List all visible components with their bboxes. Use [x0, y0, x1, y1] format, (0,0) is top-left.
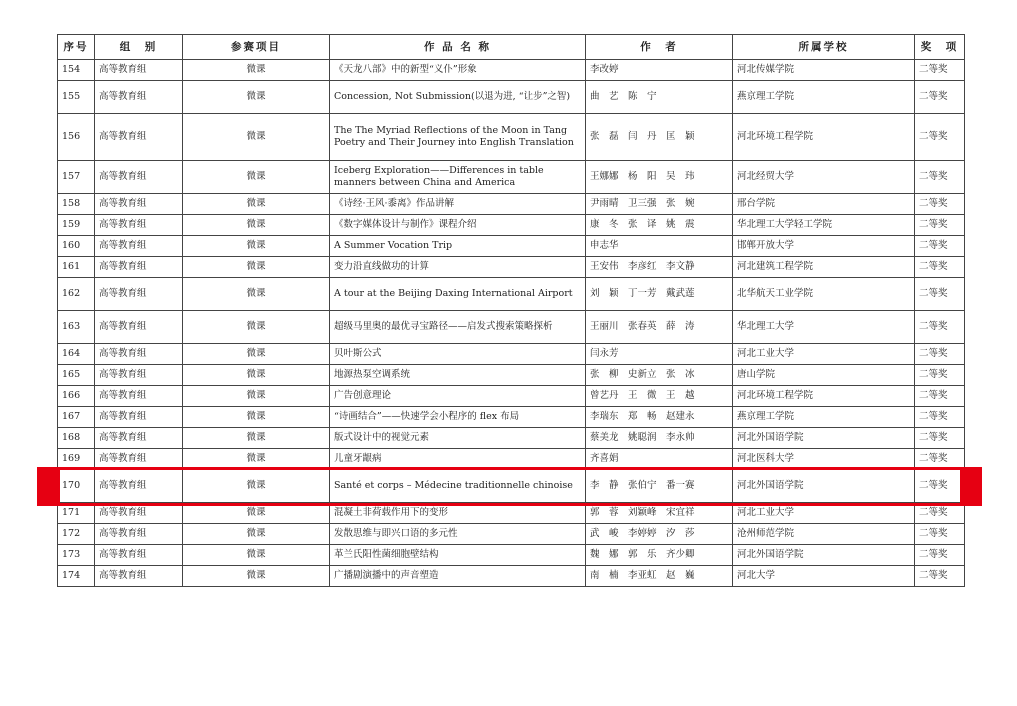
- table-row: [58, 545, 965, 566]
- cell-group: 高等教育组: [95, 449, 183, 470]
- cell-group: 高等教育组: [95, 311, 183, 344]
- header-school: 所属学校: [733, 35, 915, 60]
- cell-award: 二等奖: [915, 524, 965, 545]
- cell-author: 曲 艺 陈 宁: [586, 81, 733, 114]
- cell-type: 微课: [183, 194, 330, 215]
- cell-title: 变力沿直线做功的计算: [330, 257, 586, 278]
- cell-author: 刘 颖 丁一芳 戴武莲: [586, 278, 733, 311]
- table-row: [58, 344, 965, 365]
- cell-author: 齐喜娟: [586, 449, 733, 470]
- cell-no: 159: [58, 215, 95, 236]
- cell-award: 二等奖: [915, 407, 965, 428]
- cell-type: 微课: [183, 449, 330, 470]
- cell-no: 171: [58, 503, 95, 524]
- cell-author: 李瑞东 郑 畅 赵建永: [586, 407, 733, 428]
- cell-no: 172: [58, 524, 95, 545]
- cell-title: Santé et corps – Médecine traditionnelle chinoise: [330, 470, 586, 503]
- cell-type: 微课: [183, 566, 330, 587]
- cell-group: 高等教育组: [95, 386, 183, 407]
- cell-title: 儿童牙龈病: [330, 449, 586, 470]
- cell-school: 河北环境工程学院: [733, 386, 915, 407]
- cell-group: 高等教育组: [95, 257, 183, 278]
- cell-type: 微课: [183, 278, 330, 311]
- cell-no: 155: [58, 81, 95, 114]
- cell-group: 高等教育组: [95, 566, 183, 587]
- cell-no: 164: [58, 344, 95, 365]
- table-row: [58, 257, 965, 278]
- cell-type: 微课: [183, 386, 330, 407]
- cell-title: “诗画结合”——快速学会小程序的 flex 布局: [330, 407, 586, 428]
- cell-no: 163: [58, 311, 95, 344]
- header-no: 序号: [58, 35, 95, 60]
- cell-group: 高等教育组: [95, 428, 183, 449]
- cell-award: 二等奖: [915, 344, 965, 365]
- cell-school: 北华航天工业学院: [733, 278, 915, 311]
- cell-title: 广告创意理论: [330, 386, 586, 407]
- cell-school: 唐山学院: [733, 365, 915, 386]
- cell-school: 河北环境工程学院: [733, 114, 915, 161]
- cell-school: 燕京理工学院: [733, 81, 915, 114]
- cell-group: 高等教育组: [95, 60, 183, 81]
- table-row: [58, 311, 965, 344]
- cell-school: 河北外国语学院: [733, 470, 915, 503]
- cell-group: 高等教育组: [95, 470, 183, 503]
- table-row: [58, 278, 965, 311]
- cell-award: 二等奖: [915, 81, 965, 114]
- cell-school: 河北外国语学院: [733, 428, 915, 449]
- cell-award: 二等奖: [915, 386, 965, 407]
- cell-award: 二等奖: [915, 114, 965, 161]
- cell-author: 李 静 张伯宁 番一赛: [586, 470, 733, 503]
- cell-type: 微课: [183, 470, 330, 503]
- cell-no: 170: [58, 470, 95, 503]
- cell-group: 高等教育组: [95, 236, 183, 257]
- cell-no: 169: [58, 449, 95, 470]
- cell-title: 混凝土非荷载作用下的变形: [330, 503, 586, 524]
- cell-title: A tour at the Beijing Daxing International Airport: [330, 278, 586, 311]
- cell-no: 173: [58, 545, 95, 566]
- cell-type: 微课: [183, 365, 330, 386]
- cell-author: 李改婷: [586, 60, 733, 81]
- cell-no: 174: [58, 566, 95, 587]
- award-list-sheet: [57, 34, 964, 587]
- cell-group: 高等教育组: [95, 524, 183, 545]
- cell-award: 二等奖: [915, 60, 965, 81]
- cell-school: 华北理工大学轻工学院: [733, 215, 915, 236]
- table-row: [58, 449, 965, 470]
- cell-school: 燕京理工学院: [733, 407, 915, 428]
- cell-group: 高等教育组: [95, 161, 183, 194]
- cell-school: 河北经贸大学: [733, 161, 915, 194]
- cell-type: 微课: [183, 215, 330, 236]
- cell-group: 高等教育组: [95, 407, 183, 428]
- cell-school: 河北工业大学: [733, 503, 915, 524]
- cell-title: Concession, Not Submission(以退为进, “让步”之智): [330, 81, 586, 114]
- cell-type: 微课: [183, 114, 330, 161]
- table-row: [58, 470, 965, 503]
- cell-title: 《诗经·王风·黍离》作品讲解: [330, 194, 586, 215]
- cell-award: 二等奖: [915, 311, 965, 344]
- cell-type: 微课: [183, 161, 330, 194]
- cell-award: 二等奖: [915, 470, 965, 503]
- cell-award: 二等奖: [915, 236, 965, 257]
- cell-school: 邢台学院: [733, 194, 915, 215]
- cell-title: 广播剧演播中的声音塑造: [330, 566, 586, 587]
- cell-author: 王娜娜 杨 阳 吴 玮: [586, 161, 733, 194]
- cell-group: 高等教育组: [95, 81, 183, 114]
- cell-award: 二等奖: [915, 503, 965, 524]
- awards-table: [57, 34, 965, 587]
- cell-type: 微课: [183, 257, 330, 278]
- cell-group: 高等教育组: [95, 114, 183, 161]
- header-group: 组 别: [95, 35, 183, 60]
- cell-author: 王安伟 李彦红 李文静: [586, 257, 733, 278]
- table-row: [58, 365, 965, 386]
- cell-no: 168: [58, 428, 95, 449]
- table-row: [58, 428, 965, 449]
- cell-author: 申志华: [586, 236, 733, 257]
- cell-author: 曾艺丹 王 微 王 越: [586, 386, 733, 407]
- cell-award: 二等奖: [915, 365, 965, 386]
- table-row: [58, 194, 965, 215]
- header-row: [58, 35, 965, 60]
- cell-author: 张 磊 闫 丹 匡 颖: [586, 114, 733, 161]
- cell-author: 蔡美龙 姚聪润 李永帅: [586, 428, 733, 449]
- cell-no: 167: [58, 407, 95, 428]
- cell-type: 微课: [183, 407, 330, 428]
- header-author: 作 者: [586, 35, 733, 60]
- cell-award: 二等奖: [915, 278, 965, 311]
- cell-title: 革兰氏阳性菌细胞壁结构: [330, 545, 586, 566]
- table-row: [58, 215, 965, 236]
- table-row: [58, 161, 965, 194]
- table-row: [58, 236, 965, 257]
- cell-award: 二等奖: [915, 257, 965, 278]
- cell-school: 华北理工大学: [733, 311, 915, 344]
- table-row: [58, 60, 965, 81]
- cell-author: 张 柳 史新立 张 冰: [586, 365, 733, 386]
- cell-type: 微课: [183, 428, 330, 449]
- cell-author: 闫永芳: [586, 344, 733, 365]
- table-row: [58, 407, 965, 428]
- cell-school: 河北大学: [733, 566, 915, 587]
- table-row: [58, 503, 965, 524]
- cell-group: 高等教育组: [95, 344, 183, 365]
- table-body: [58, 60, 965, 587]
- cell-author: 王丽川 张春英 薛 涛: [586, 311, 733, 344]
- cell-award: 二等奖: [915, 449, 965, 470]
- cell-school: 河北传媒学院: [733, 60, 915, 81]
- cell-type: 微课: [183, 503, 330, 524]
- cell-award: 二等奖: [915, 194, 965, 215]
- cell-group: 高等教育组: [95, 194, 183, 215]
- header-type: 参赛项目: [183, 35, 330, 60]
- cell-author: 武 峻 李婷婷 汐 莎: [586, 524, 733, 545]
- cell-award: 二等奖: [915, 545, 965, 566]
- table-row: [58, 566, 965, 587]
- table-row: [58, 524, 965, 545]
- cell-title: 超级马里奥的最优寻宝路径——启发式搜索策略探析: [330, 311, 586, 344]
- table-row: [58, 386, 965, 407]
- cell-title: 《天龙八部》中的新型“义仆”形象: [330, 60, 586, 81]
- cell-no: 160: [58, 236, 95, 257]
- cell-no: 156: [58, 114, 95, 161]
- cell-school: 河北外国语学院: [733, 545, 915, 566]
- cell-author: 魏 娜 郭 乐 齐少卿: [586, 545, 733, 566]
- cell-title: 发散思维与即兴口语的多元性: [330, 524, 586, 545]
- cell-type: 微课: [183, 60, 330, 81]
- cell-title: The The Myriad Reflections of the Moon in Tang Poetry and Their Journey into English Translation: [330, 114, 586, 161]
- header-title: 作 品 名 称: [330, 35, 586, 60]
- cell-title: 贝叶斯公式: [330, 344, 586, 365]
- cell-award: 二等奖: [915, 215, 965, 236]
- cell-type: 微课: [183, 236, 330, 257]
- cell-group: 高等教育组: [95, 545, 183, 566]
- cell-author: 尹雨晴 卫三强 张 婉: [586, 194, 733, 215]
- cell-group: 高等教育组: [95, 503, 183, 524]
- cell-school: 河北建筑工程学院: [733, 257, 915, 278]
- cell-type: 微课: [183, 311, 330, 344]
- cell-title: 地源热泵空调系统: [330, 365, 586, 386]
- cell-award: 二等奖: [915, 428, 965, 449]
- cell-type: 微课: [183, 524, 330, 545]
- cell-no: 166: [58, 386, 95, 407]
- header-award: 奖 项: [915, 35, 965, 60]
- highlight-marker-right: [960, 467, 982, 506]
- cell-no: 154: [58, 60, 95, 81]
- cell-group: 高等教育组: [95, 278, 183, 311]
- table-row: [58, 114, 965, 161]
- cell-school: 河北工业大学: [733, 344, 915, 365]
- cell-award: 二等奖: [915, 161, 965, 194]
- highlight-marker-left: [37, 467, 59, 506]
- cell-title: A Summer Vocation Trip: [330, 236, 586, 257]
- cell-school: 沧州师范学院: [733, 524, 915, 545]
- cell-group: 高等教育组: [95, 365, 183, 386]
- cell-title: Iceberg Exploration——Differences in table manners between China and America: [330, 161, 586, 194]
- cell-no: 158: [58, 194, 95, 215]
- cell-type: 微课: [183, 545, 330, 566]
- cell-school: 邯郸开放大学: [733, 236, 915, 257]
- cell-title: 《数字媒体设计与制作》课程介绍: [330, 215, 586, 236]
- cell-no: 165: [58, 365, 95, 386]
- table-row: [58, 81, 965, 114]
- cell-no: 157: [58, 161, 95, 194]
- cell-no: 162: [58, 278, 95, 311]
- cell-award: 二等奖: [915, 566, 965, 587]
- cell-author: 郭 蓉 刘颖峰 宋宜祥: [586, 503, 733, 524]
- cell-author: 南 楠 李亚虹 赵 巍: [586, 566, 733, 587]
- cell-title: 版式设计中的视觉元素: [330, 428, 586, 449]
- cell-type: 微课: [183, 344, 330, 365]
- cell-school: 河北医科大学: [733, 449, 915, 470]
- cell-no: 161: [58, 257, 95, 278]
- cell-group: 高等教育组: [95, 215, 183, 236]
- cell-type: 微课: [183, 81, 330, 114]
- cell-author: 康 冬 张 译 姚 震: [586, 215, 733, 236]
